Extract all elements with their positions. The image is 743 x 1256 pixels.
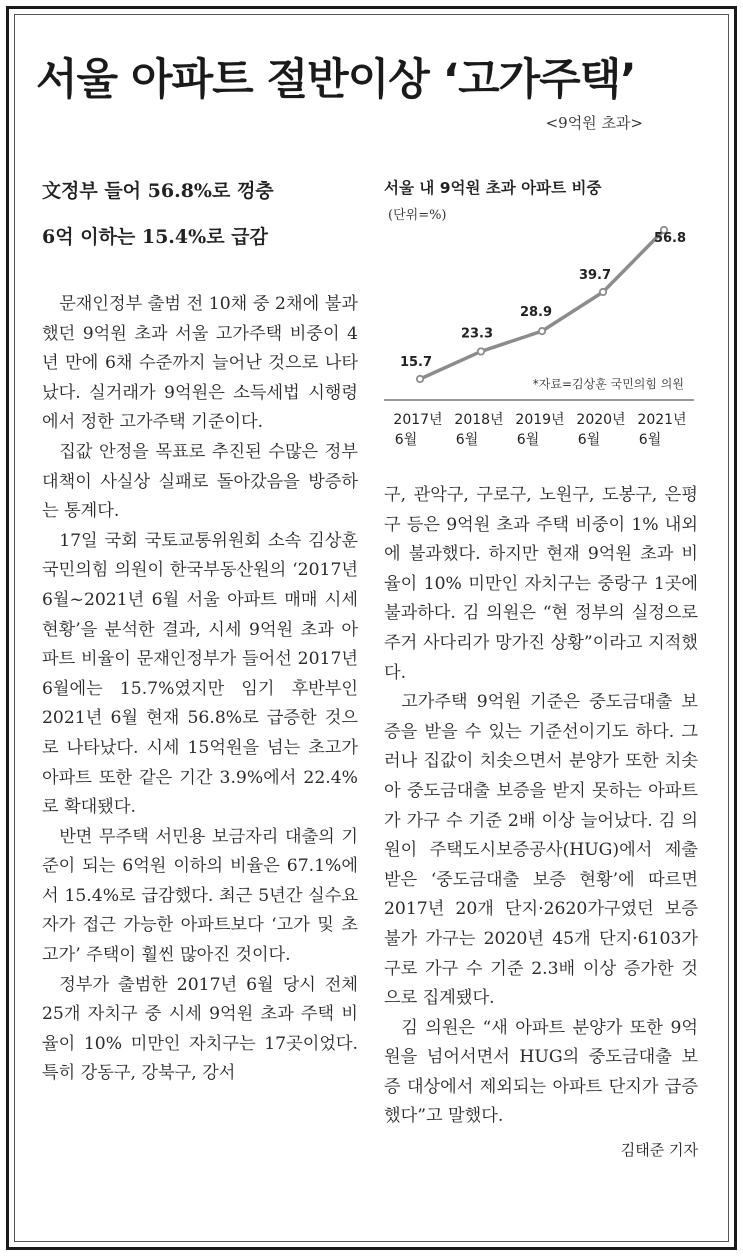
line-chart (384, 172, 700, 462)
paragraph: 김 의원은 “새 아파트 분양가 또한 9억원을 넘어서면서 HUG의 중도금대출 보증 대상에서 제외되는 아파트 단지가 급증했다”고 말했다. (384, 1017, 698, 1127)
paragraph: 17일 국회 국토교통위원회 소속 김상훈 국민의힘 의원이 한국부동산원의 ‘2017년 6월~2021년 6월 서울 아파트 매매 시세 현황’을 분석한 결과, 시세 9억원 초과 아파트 비율이 문재인정부가 들어선 2017년 6월에는 15.7%였지만 임기 후반부인 2021년 6월 현재 56.8%로 급증한 것으로 나타났다. 시세 15억원을 넘는 초고가 아파트 또한 같은 기간 3.9%에서 22.4%로 확대됐다. (42, 530, 358, 818)
data-point (600, 289, 606, 295)
chart-plot (384, 172, 700, 462)
source-note: *자료=김상훈 국민의힘 의원 (532, 377, 684, 391)
byline: 김태준 기자 (620, 1141, 698, 1160)
data-label: 23.3 (460, 326, 494, 342)
x-tick-label: 2020년 (576, 412, 626, 428)
article-column-left (42, 290, 358, 1089)
paragraph: 고가주택 9억원 기준은 중도금대출 보증을 받을 수 있는 기준선이기도 하다. 그러나 집값이 치솟으면서 분양가 또한 치솟아 중도금대출 보증을 받지 못하는 아파트가 가구 수 기준 2배 이상 늘어났다. 김 의원이 주택도시보증공사(HUG)에서 제출받은 ‘중도금대출 보증 현황’에 따르면 2017년 20개 단지·2620가구였던 보증 불가 가구는 2020년 45개 단지·6103가구로 가구 수 기준 2.3배 이상 증가한 것으로 집계됐다. (384, 692, 698, 1009)
x-tick-label: 2017년 (393, 412, 443, 428)
chart-title: 서울 내 9억원 초과 아파트 비중 (384, 179, 602, 197)
x-tick-label-month: 6월 (638, 432, 662, 448)
data-label: 39.7 (578, 267, 612, 283)
article-column-right (384, 481, 698, 1166)
data-label: 15.7 (399, 355, 433, 370)
data-label: 56.8 (653, 231, 687, 246)
paragraph: 구, 관악구, 구로구, 노원구, 도봉구, 은평구 등은 9억원 초과 주택 비중이 1% 내외에 불과했다. 하지만 현재 9억원 초과 비율이 10% 미만인 자치구는 중랑구 1곳에 불과하다. 김 의원은 “현 정부의 실정으로 주거 사다리가 망가진 상황”이라고 지적했다. (384, 485, 698, 683)
paragraph: 정부가 출범한 2017년 6월 당시 전체 25개 자치구 중 시세 9억원 초과 주택 비율이 10% 미만인 자치구는 17곳이었다. 특히 강동구, 강북구, 강서 (42, 974, 358, 1084)
chart-unit: (단위=%) (388, 208, 447, 223)
headline-note: <9억원 초과> (545, 114, 643, 132)
x-tick-label: 2019년 (515, 412, 565, 428)
paragraph: 반면 무주택 서민용 보금자리 대출의 기준이 되는 6억원 이하의 비율은 67.1%에서 15.4%로 급감했다. 최근 5년간 실수요자가 접근 가능한 아파트보다 ‘고가 및 초고가’ 주택이 훨씬 많아진 것이다. (42, 826, 358, 966)
x-tick-label-month: 6월 (394, 432, 418, 448)
x-tick-label-month: 6월 (455, 432, 479, 448)
x-tick-label: 2018년 (454, 412, 504, 428)
data-point (539, 328, 545, 334)
data-point (417, 376, 423, 382)
x-tick-label-month: 6월 (577, 432, 601, 448)
x-tick-label-month: 6월 (516, 432, 540, 448)
paragraph: 문재인정부 출범 전 10채 중 2채에 불과했던 9억원 초과 서울 고가주택 비중이 4년 만에 6채 수준까지 늘어난 것으로 나타났다. 실거래가 9억원은 소득세법 시행령에서 정한 고가주택 기준이다. (42, 294, 358, 433)
x-tick-label: 2021년 (637, 412, 687, 428)
data-point (478, 348, 484, 354)
subhead-line-1: 文정부 들어 56.8%로 껑충 (42, 180, 274, 202)
data-label: 28.9 (519, 305, 553, 321)
subhead-line-2: 6억 이하는 15.4%로 급감 (42, 226, 268, 248)
paragraph: 집값 안정을 목표로 추진된 수많은 정부 대책이 사실상 실패로 돌아갔음을 방증하는 통계다. (42, 441, 358, 522)
headline: 서울 아파트 절반이상 ‘고가주택’ (36, 55, 636, 105)
